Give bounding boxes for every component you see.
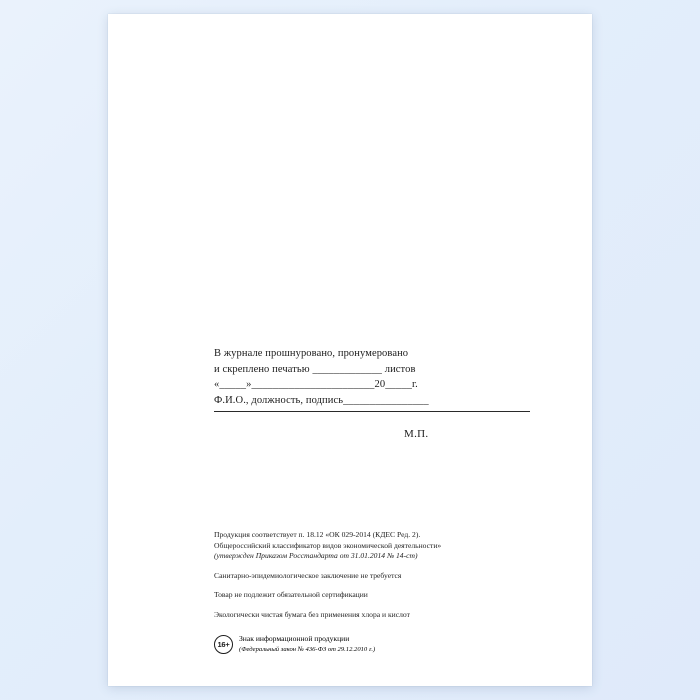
age-rating-title: Знак информационной продукции: [239, 634, 350, 643]
legal-notice-block: [214, 530, 554, 620]
age-rating-badge-icon: 16+: [214, 635, 233, 654]
product-compliance-line-2: Общероссийский классификатор видов экономической деятельности»: [214, 540, 442, 550]
product-compliance-paragraph: [214, 530, 554, 562]
statement-date-line: «_____»_______________________20_____г.: [214, 379, 418, 390]
sanitary-notice: Санитарно-эпидемиологическое заключение не требуется: [214, 570, 402, 580]
statement-line-2: и скреплено печатью _____________ листов: [214, 363, 416, 375]
statement-line-1: В журнале прошнуровано, пронумеровано: [214, 348, 409, 359]
seal-place-label: М.П.: [404, 428, 429, 440]
journal-statement-block: [214, 346, 544, 412]
age-rating-row: [214, 634, 375, 655]
product-compliance-line-1: Продукция соответствует п. 18.12 «ОК 029-2014 (КДЕС Ред. 2).: [214, 530, 421, 539]
signature-underline: [214, 411, 530, 412]
certification-notice: Товар не подлежит обязательной сертификации: [214, 590, 368, 599]
paper-notice: Экологически чистая бумага без применения хлора и кислот: [214, 609, 410, 619]
age-rating-text: [239, 634, 375, 655]
age-rating-law-reference: (Федеральный закон № 436-ФЗ от 29.12.2010 г.): [239, 645, 376, 653]
statement-signature-line: Ф.И.О., должность, подпись________________: [214, 394, 429, 406]
product-compliance-line-3: (утвержден Приказом Росстандарта от 31.01.2014 № 14-ст): [214, 551, 418, 560]
document-page: [108, 14, 592, 686]
